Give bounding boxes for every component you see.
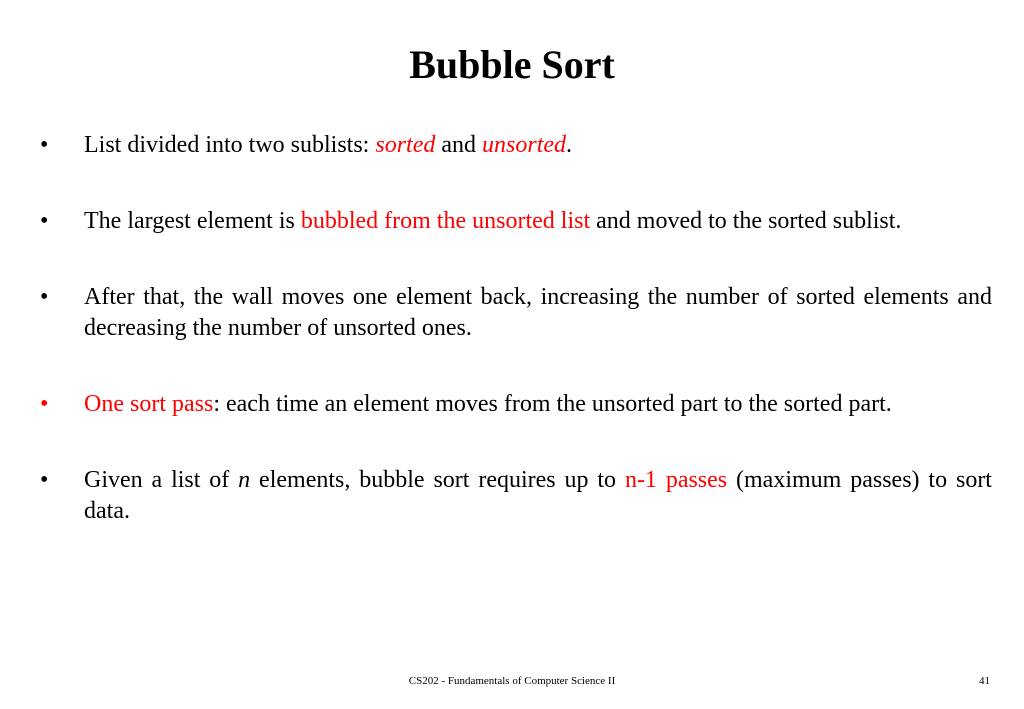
bullet-text: List divided into two sublists: [84, 132, 376, 158]
bullet-marker: • [40, 467, 49, 493]
bullet-item-largest-element [40, 206, 992, 237]
bullet-item-wall-moves [40, 282, 992, 344]
bullet-text: : each time an element moves from the unsorted part to the sorted part. [213, 391, 892, 417]
highlight-unsorted: unsorted [482, 132, 567, 158]
highlight-one-sort-pass: One sort pass [84, 391, 214, 417]
bullet-item-n-passes [40, 465, 992, 527]
bullet-marker: • [40, 132, 49, 158]
bullet-item-sort-pass [40, 389, 992, 420]
slide-title: Bubble Sort [409, 42, 615, 87]
bullet-text: The largest element is [84, 208, 301, 234]
bullet-text: (maximum passes) to sort data. [84, 467, 992, 524]
variable-n: n [238, 467, 251, 493]
bullet-text: and moved to the sorted sublist. [590, 208, 902, 234]
bullet-item-sublists [40, 130, 992, 161]
bullet-marker: • [40, 391, 49, 417]
bullet-text: and [435, 132, 483, 158]
highlight-n-minus-1-passes: n-1 passes [624, 467, 728, 493]
bullet-text: After that, the wall moves one element back, increasing the number of sorted elements and decreasing the number of unsorted ones. [84, 284, 992, 341]
highlight-bubbled: bubbled from the unsorted list [300, 208, 591, 234]
bullet-marker: • [40, 284, 49, 310]
bullet-marker: • [40, 208, 49, 234]
bullet-text: Given a list of [84, 467, 239, 493]
bullet-text: elements, bubble sort requires up to [250, 467, 625, 493]
highlight-sorted: sorted [375, 132, 436, 158]
footer-course: CS202 - Fundamentals of Computer Science II [408, 675, 616, 687]
page-number: 41 [979, 675, 990, 687]
bullet-list [40, 130, 992, 572]
bullet-text: . [566, 132, 573, 158]
